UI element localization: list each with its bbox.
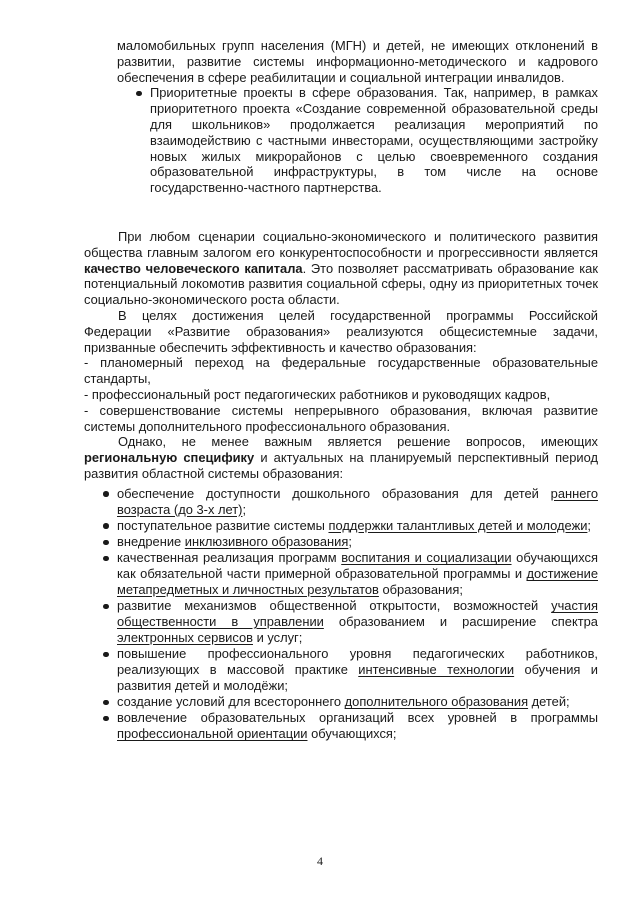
text-run: и актуальных на планируемый перспективный период развития областной системы образования: (84, 450, 598, 481)
bullet-item (84, 550, 598, 597)
bullet-item (117, 85, 598, 196)
page-number: 4 (317, 854, 323, 868)
bullet-text: Приоритетные проекты в сфере образования. Так, например, в рамках приоритетного проекта «Создание современной образовательной среды для школьников» продолжается реализация мероприятий по взаимодействию с частными инвесторами, осуществляющими застройку новых жилых микрорайонов с целью своевременного создания образовательной инфраструктуры, в том числе на основе государственно-частного партнерства. (150, 85, 598, 196)
dash-item: - планомерный переход на федеральные государственные образовательные стандарты, (84, 355, 598, 387)
bullet-item (84, 534, 598, 550)
bullet-icon (117, 85, 150, 196)
underlined-run: поддержки талантливых детей и молодежи (328, 517, 588, 533)
underlined-run: воспитания и социализации (341, 550, 512, 566)
bullet-text: развитие механизмов общественной открытости, возможностей участия общественности в управлении образованием и расширение спектра электронных сервисов и услуг; (117, 598, 598, 645)
text-run: При любом сценарии социально-экономического и политического развития общества главным залогом его конкурентоспособности и прогрессивности является (84, 229, 598, 260)
bullet-item (84, 694, 598, 710)
bullet-item (84, 646, 598, 693)
bold-run: региональную специфику (84, 450, 255, 466)
bullet-text: обеспечение доступности дошкольного образования для детей раннего возраста (до 3-х лет); (117, 485, 598, 517)
text-run: Однако, не менее важным является решение вопросов, имеющих (118, 434, 598, 450)
bullet-icon (84, 486, 117, 518)
underlined-run: раннего возраста (до 3-х лет) (117, 485, 598, 517)
task-list (84, 486, 598, 742)
bullet-text: качественная реализация программ воспитания и социализации обучающихся как обязательной части примерной образовательной программы и достижение метапредметных и личностных результатов образования; (117, 550, 598, 598)
dash-item: - совершенствование системы непрерывного образования, включая развитие системы дополнительного профессионального образования. (84, 402, 598, 434)
main-text (84, 229, 598, 743)
bullet-text: создание условий для всестороннего дополнительного образования детей; (117, 694, 570, 710)
bullet-icon (84, 518, 117, 534)
dash-item: - профессиональный рост педагогических работников и руководящих кадров, (84, 386, 551, 402)
paragraph-state-program: В целях достижения целей государственной программы Российской Федерации «Развитие образования» реализуются общесистемные задачи, призванные обеспечить эффективность и качество образования: (84, 307, 598, 355)
continued-text (117, 38, 598, 196)
underlined-run: дополнительного образования (344, 694, 529, 710)
bullet-icon (84, 710, 117, 742)
underlined-run: интенсивные технологии (358, 662, 515, 678)
continued-paragraph: маломобильных групп населения (МГН) и детей, не имеющих отклонений в развитии, развитие системы информационно-методического и кадрового обеспечения в сфере реабилитации и социальной интеграции инвалидов. (117, 38, 598, 85)
bullet-icon (84, 598, 117, 645)
bullet-item (84, 518, 598, 534)
bullet-text: повышение профессионального уровня педагогических работников, реализующих в массовой практике интенсивные технологии обучения и развития детей и молодёжи; (117, 646, 598, 693)
bullet-icon (84, 694, 117, 710)
underlined-run: инклюзивного образования (184, 534, 349, 550)
paragraph-regional (84, 434, 598, 481)
bullet-icon (84, 534, 117, 550)
underlined-run: электронных сервисов (117, 629, 253, 645)
bullet-icon (84, 550, 117, 597)
underlined-run: профессиональной ориентации (117, 726, 308, 742)
bullet-text: поступательное развитие системы поддержки талантливых детей и молодежи; (117, 517, 592, 533)
bullet-text: внедрение инклюзивного образования; (117, 534, 352, 550)
bullet-item (84, 598, 598, 645)
bullet-item (84, 486, 598, 518)
underlined-run: участия общественности в управлении (117, 598, 598, 630)
bold-run: качество человеческого капитала (84, 260, 303, 276)
bullet-text: вовлечение образовательных организаций всех уровней в программы профессиональной ориентации обучающихся; (117, 710, 598, 742)
text-run: . Это позволяет рассматривать образование как потенциальный локомотив развития социальной сферы, одну из приоритетных точек социально-экономического роста области. (84, 260, 598, 308)
paragraph-human-capital (84, 229, 598, 308)
bullet-item (84, 710, 598, 742)
underlined-run: достижение метапредметных и личностных результатов (117, 566, 598, 598)
bullet-icon (84, 646, 117, 693)
